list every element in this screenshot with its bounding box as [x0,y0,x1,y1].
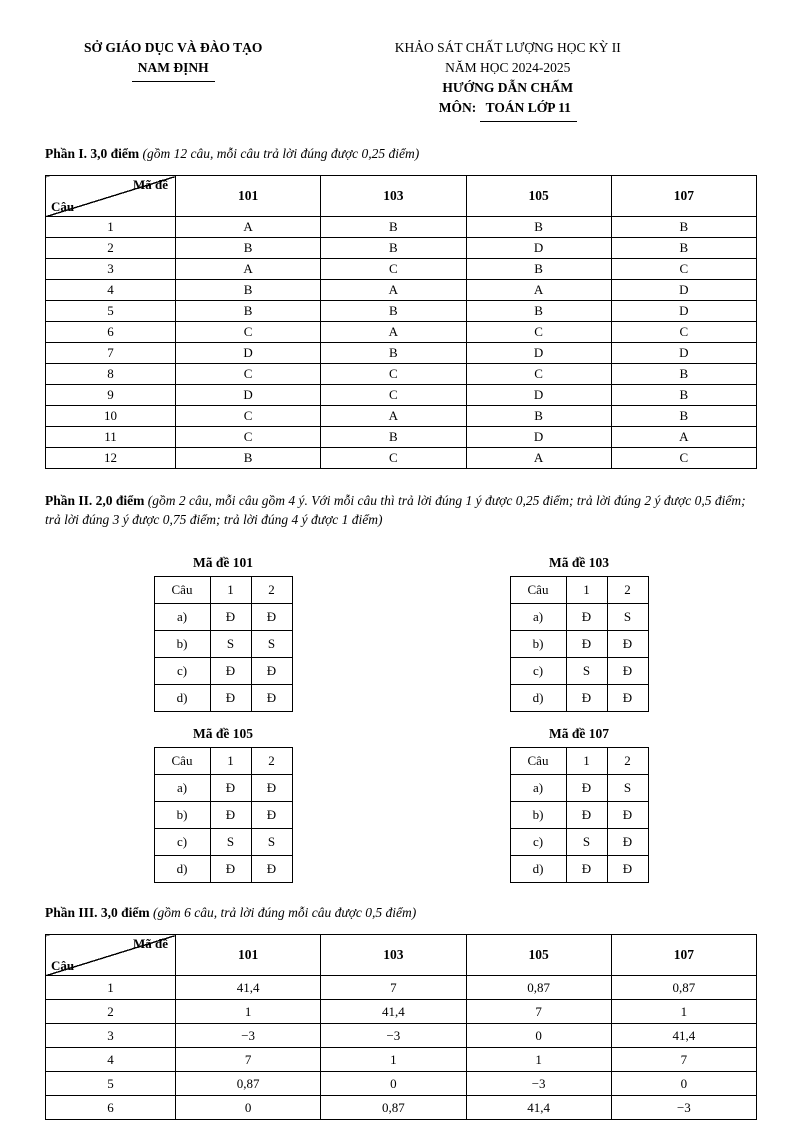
code-header-107: 107 [611,935,756,976]
part2-block-101 [45,555,401,712]
part1-heading: Phần I. 3,0 điểm [45,146,140,161]
row-label: d) [510,856,566,883]
row-label: 8 [46,364,176,385]
answer-cell: A [176,217,321,238]
answer-cell: Đ [210,856,251,883]
part1-note: (gồm 12 câu, mỗi câu trả lời đúng được 0,25 điểm) [142,146,420,161]
part2-heading-row [45,491,757,529]
answer-cell: 7 [321,976,466,1000]
col-header-cau: Câu [154,748,210,775]
part2-block-105 [45,726,401,883]
guide-title: HƯỚNG DẪN CHẤM [442,80,574,95]
answer-cell: B [321,238,466,259]
table-row [46,976,757,1000]
issuer-location: NAM ĐỊNH [132,58,215,82]
row-label: 10 [46,406,176,427]
row-label: 1 [46,217,176,238]
table-row [510,658,648,685]
answer-cell: Đ [251,604,292,631]
table-row [154,631,292,658]
part2-table-107-body [510,775,648,883]
answer-cell: B [321,217,466,238]
table-row [154,802,292,829]
row-label: 4 [46,280,176,301]
code-header-107: 107 [611,176,756,217]
row-label: a) [154,604,210,631]
answer-cell: 0 [321,1072,466,1096]
table-code-title-107: Mã đề 107 [549,726,609,741]
answer-cell: 41,4 [611,1024,756,1048]
part2-table-103-body [510,604,648,712]
answer-cell: C [321,448,466,469]
answer-cell: 0,87 [611,976,756,1000]
part2-note: (gồm 2 câu, mỗi câu gồm 4 ý. Với mỗi câu thì trả lời đúng 1 ý được 0,25 điểm; trả lời đúng 2 ý được 0,5 điểm; trả lời đúng 3 ý được 0,75 điểm; trả lời đúng 4 ý được 1 điểm) [45,493,746,527]
header-row [510,577,648,604]
answer-cell: 7 [176,1048,321,1072]
row-label: 4 [46,1048,176,1072]
part1-heading-row [45,144,757,163]
answer-cell: S [607,775,648,802]
answer-cell: −3 [466,1072,611,1096]
table-row [46,1096,757,1120]
answer-cell: Đ [607,829,648,856]
answer-cell: B [176,301,321,322]
answer-cell: Đ [210,658,251,685]
answer-cell: S [566,658,607,685]
part2-table-101-body [154,604,292,712]
row-label: b) [510,802,566,829]
table-code-title-103: Mã đề 103 [549,555,609,570]
part2-table-105-body [154,775,292,883]
corner-cell [46,176,176,217]
table-row [154,685,292,712]
answer-cell: A [466,280,611,301]
answer-cell: D [611,343,756,364]
row-label: 5 [46,301,176,322]
row-label: 5 [46,1072,176,1096]
row-label: a) [154,775,210,802]
document-header [45,38,757,122]
answer-cell: Đ [210,802,251,829]
answer-cell: 1 [611,1000,756,1024]
part2-table-103 [510,576,649,712]
row-label: a) [510,604,566,631]
row-label: d) [510,685,566,712]
table-row [510,685,648,712]
part1-table-body [46,217,757,469]
answer-cell: Đ [251,658,292,685]
answer-cell: 0,87 [176,1072,321,1096]
row-label: c) [510,829,566,856]
answer-cell: B [466,301,611,322]
answer-cell: 0 [611,1072,756,1096]
part3-header-row [46,935,757,976]
row-label: c) [510,658,566,685]
row-label: b) [510,631,566,658]
answer-cell: Đ [607,685,648,712]
row-label: 9 [46,385,176,406]
col-header-2: 2 [607,577,648,604]
answer-cell: 0,87 [321,1096,466,1120]
part3-answer-table [45,934,757,1120]
answer-cell: A [321,322,466,343]
answer-cell: A [321,406,466,427]
answer-cell: S [251,829,292,856]
row-label: b) [154,802,210,829]
code-header-103: 103 [321,176,466,217]
corner-label-ma-de: Mã đề [132,177,168,192]
code-header-101: 101 [176,935,321,976]
answer-cell: Đ [566,631,607,658]
col-header-cau: Câu [154,577,210,604]
answer-cell: Đ [566,775,607,802]
row-label: 12 [46,448,176,469]
answer-cell: −3 [611,1096,756,1120]
answer-cell: B [321,301,466,322]
part1-answer-table [45,175,757,469]
corner-cell [46,935,176,976]
answer-cell: D [466,385,611,406]
code-header-105: 105 [466,176,611,217]
answer-cell: A [321,280,466,301]
row-label: 6 [46,1096,176,1120]
answer-cell: B [466,406,611,427]
part2-heading: Phần II. 2,0 điểm [45,493,145,508]
answer-cell: B [611,406,756,427]
row-label: d) [154,685,210,712]
table-row [46,217,757,238]
answer-cell: S [607,604,648,631]
answer-cell: Đ [210,604,251,631]
exam-title: KHẢO SÁT CHẤT LƯỢNG HỌC KỲ II [394,40,621,55]
exam-title-block [301,38,714,122]
corner-label-cau: Câu [51,958,75,973]
answer-cell: B [176,280,321,301]
answer-cell: Đ [251,775,292,802]
table-row [154,829,292,856]
part3-heading: Phần III. 3,0 điểm [45,905,150,920]
answer-cell: B [321,427,466,448]
answer-cell: B [176,238,321,259]
table-row [46,301,757,322]
row-label: 7 [46,343,176,364]
table-row [46,448,757,469]
answer-cell: D [466,427,611,448]
col-header-2: 2 [251,748,292,775]
answer-cell: 7 [611,1048,756,1072]
answer-cell: 1 [176,1000,321,1024]
answer-cell: Đ [607,856,648,883]
answer-cell: D [176,385,321,406]
answer-cell: 7 [466,1000,611,1024]
answer-cell: D [466,238,611,259]
table-row [510,631,648,658]
col-header-cau: Câu [510,577,566,604]
corner-label-ma-de: Mã đề [132,936,168,951]
subject-name: TOÁN LỚP 11 [480,98,577,122]
table-row [510,802,648,829]
col-header-cau: Câu [510,748,566,775]
col-header-2: 2 [251,577,292,604]
row-label: 2 [46,238,176,259]
row-label: a) [510,775,566,802]
row-label: d) [154,856,210,883]
table-row [510,856,648,883]
answer-cell: −3 [176,1024,321,1048]
col-header-2: 2 [607,748,648,775]
answer-cell: S [566,829,607,856]
table-row [154,658,292,685]
table-row [154,604,292,631]
answer-cell: B [611,238,756,259]
issuer-name: SỞ GIÁO DỤC VÀ ĐÀO TẠO [83,40,263,55]
table-row [510,829,648,856]
part3-heading-row [45,903,757,922]
corner-label-cau: Câu [51,199,75,214]
row-label: c) [154,829,210,856]
answer-cell: B [611,385,756,406]
answer-cell: Đ [566,856,607,883]
table-row [510,775,648,802]
answer-cell: A [611,427,756,448]
answer-cell: S [210,631,251,658]
answer-cell: C [611,448,756,469]
table-row [154,775,292,802]
answer-cell: Đ [251,856,292,883]
subject-line [301,98,714,122]
answer-cell: Đ [566,802,607,829]
answer-cell: 0 [176,1096,321,1120]
table-row [46,280,757,301]
table-row [46,1048,757,1072]
part3-table-body [46,976,757,1120]
table-row [46,427,757,448]
part2-block-103 [401,555,757,712]
answer-cell: 0,87 [466,976,611,1000]
issuer-block [45,38,301,122]
answer-cell: −3 [321,1024,466,1048]
answer-cell: 0 [466,1024,611,1048]
row-label: 1 [46,976,176,1000]
part2-tables-grid [45,541,757,883]
table-code-title-105: Mã đề 105 [193,726,253,741]
col-header-1: 1 [566,577,607,604]
row-label: 6 [46,322,176,343]
answer-cell: Đ [251,802,292,829]
answer-cell: S [210,829,251,856]
answer-cell: 41,4 [321,1000,466,1024]
answer-cell: C [611,259,756,280]
table-row [46,1000,757,1024]
school-year: NĂM HỌC 2024-2025 [445,60,571,75]
answer-cell: Đ [566,604,607,631]
row-label: b) [154,631,210,658]
answer-cell: C [176,427,321,448]
subject-prefix: MÔN: [438,100,480,115]
table-row [46,322,757,343]
answer-cell: 1 [466,1048,611,1072]
answer-cell: C [321,364,466,385]
answer-cell: B [466,259,611,280]
answer-cell: Đ [607,802,648,829]
table-row [154,856,292,883]
answer-cell: Đ [210,685,251,712]
answer-cell: Đ [607,631,648,658]
table-code-title-101: Mã đề 101 [193,555,253,570]
answer-cell: 41,4 [466,1096,611,1120]
answer-cell: C [466,364,611,385]
part3-note: (gồm 6 câu, trả lời đúng mỗi câu được 0,5 điểm) [153,905,417,920]
answer-cell: Đ [566,685,607,712]
part2-table-101 [154,576,293,712]
answer-cell: Đ [251,685,292,712]
table-row [46,259,757,280]
answer-cell: D [176,343,321,364]
answer-cell: S [251,631,292,658]
answer-cell: B [176,448,321,469]
answer-cell: D [466,343,611,364]
table-row [46,238,757,259]
answer-cell: C [176,322,321,343]
answer-cell: B [321,343,466,364]
answer-cell: B [611,217,756,238]
part2-block-107 [401,726,757,883]
row-label: 3 [46,259,176,280]
table-row [46,385,757,406]
code-header-103: 103 [321,935,466,976]
table-row [46,406,757,427]
answer-cell: C [176,406,321,427]
table-row [46,1072,757,1096]
answer-cell: D [611,280,756,301]
row-label: c) [154,658,210,685]
header-row [510,748,648,775]
part1-header-row [46,176,757,217]
answer-cell: B [466,217,611,238]
table-row [46,364,757,385]
row-label: 3 [46,1024,176,1048]
answer-cell: C [176,364,321,385]
answer-cell: A [466,448,611,469]
col-header-1: 1 [210,748,251,775]
header-row [154,748,292,775]
table-row [46,343,757,364]
header-row [154,577,292,604]
answer-cell: C [466,322,611,343]
answer-cell: Đ [210,775,251,802]
col-header-1: 1 [210,577,251,604]
answer-cell: C [611,322,756,343]
row-label: 2 [46,1000,176,1024]
answer-cell: C [321,385,466,406]
table-row [46,1024,757,1048]
answer-cell: B [611,364,756,385]
table-row [510,604,648,631]
answer-cell: C [321,259,466,280]
part2-table-105 [154,747,293,883]
answer-cell: 41,4 [176,976,321,1000]
answer-cell: 1 [321,1048,466,1072]
code-header-101: 101 [176,176,321,217]
answer-cell: A [176,259,321,280]
part2-table-107 [510,747,649,883]
col-header-1: 1 [566,748,607,775]
answer-cell: D [611,301,756,322]
row-label: 11 [46,427,176,448]
answer-cell: Đ [607,658,648,685]
code-header-105: 105 [466,935,611,976]
